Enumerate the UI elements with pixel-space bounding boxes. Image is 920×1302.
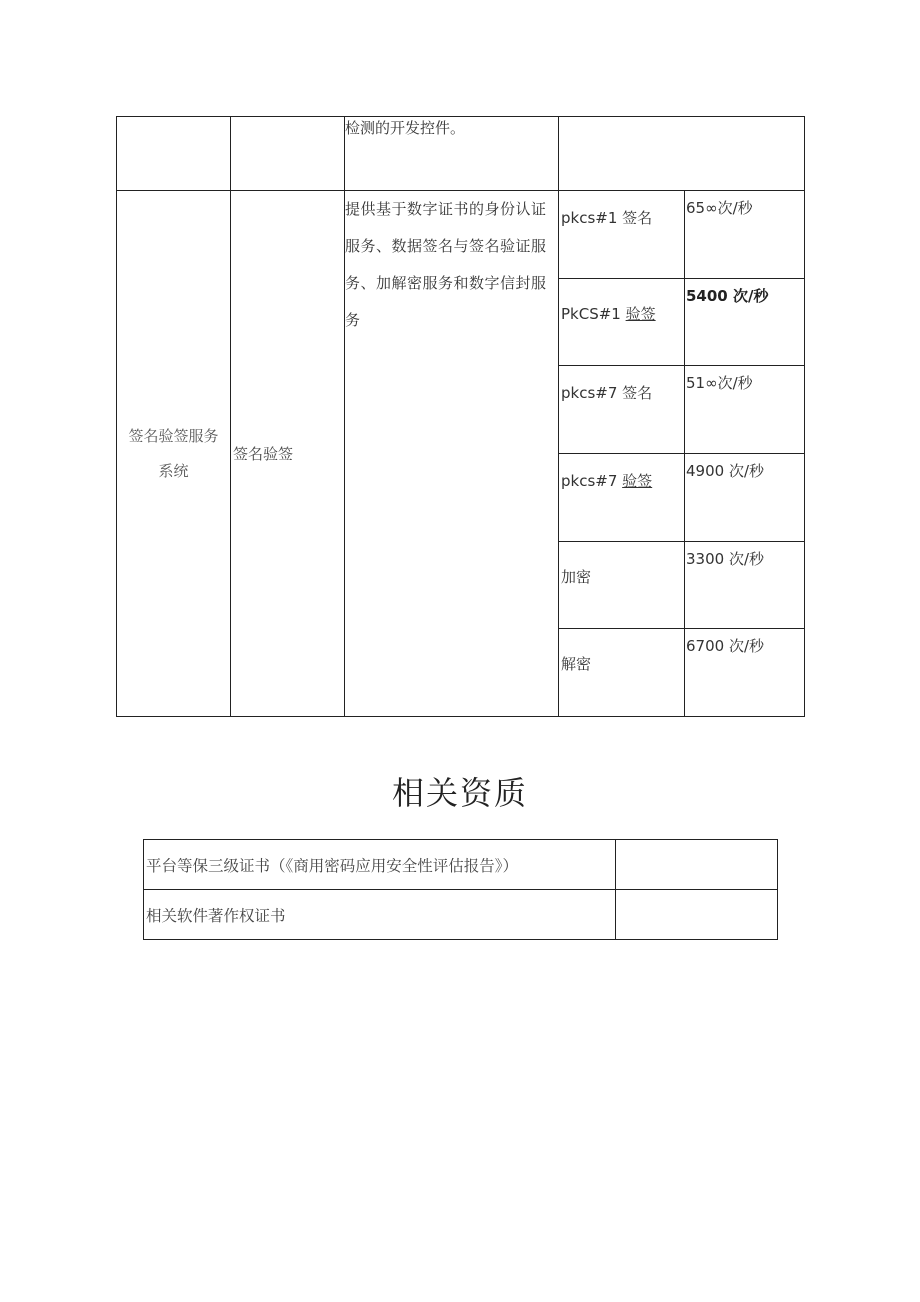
system-name-text: 签名验签服务系统	[128, 426, 219, 480]
cell-empty	[559, 117, 805, 191]
metric-name: 加密	[559, 542, 685, 629]
metric-value: 5400 次/秒	[685, 279, 805, 366]
metric-value: 65∞次/秒	[685, 191, 805, 279]
metric-name: pkcs#7 验签	[559, 454, 685, 542]
underlined-text: 验签	[622, 472, 653, 490]
table-row	[117, 191, 805, 279]
table-row	[144, 840, 778, 890]
qualification-label: 相关软件著作权证书	[144, 890, 616, 940]
metric-name: 解密	[559, 629, 685, 717]
system-name	[117, 191, 231, 717]
metric-value: 3300 次/秒	[685, 542, 805, 629]
service-description: 提供基于数字证书的身份认证服务、数据签名与签名验证服务、加解密服务和数字信封服务	[345, 191, 559, 717]
underlined-text: 验签	[625, 305, 656, 323]
qualification-value	[616, 890, 778, 940]
metric-value: 6700 次/秒	[685, 629, 805, 717]
qualification-value	[616, 840, 778, 890]
table-row-continued	[117, 117, 805, 191]
function-name: 签名验签	[231, 191, 345, 717]
continued-description: 检测的开发控件。	[345, 117, 559, 191]
section-title: 相关资质	[391, 774, 528, 812]
cell-empty	[231, 117, 345, 191]
metric-name: pkcs#1 签名	[559, 191, 685, 279]
qualification-label: 平台等保三级证书（《商用密码应用安全性评估报告》）	[144, 840, 616, 890]
qualifications-table	[143, 839, 778, 940]
metric-value: 51∞次/秒	[685, 366, 805, 454]
service-table	[116, 116, 805, 717]
metric-name	[559, 279, 685, 366]
metric-value: 4900 次/秒	[685, 454, 805, 542]
metric-name-text: PkCS#1 验签	[561, 305, 656, 323]
table-row	[144, 890, 778, 940]
cell-empty	[117, 117, 231, 191]
metric-name: pkcs#7 签名	[559, 366, 685, 454]
